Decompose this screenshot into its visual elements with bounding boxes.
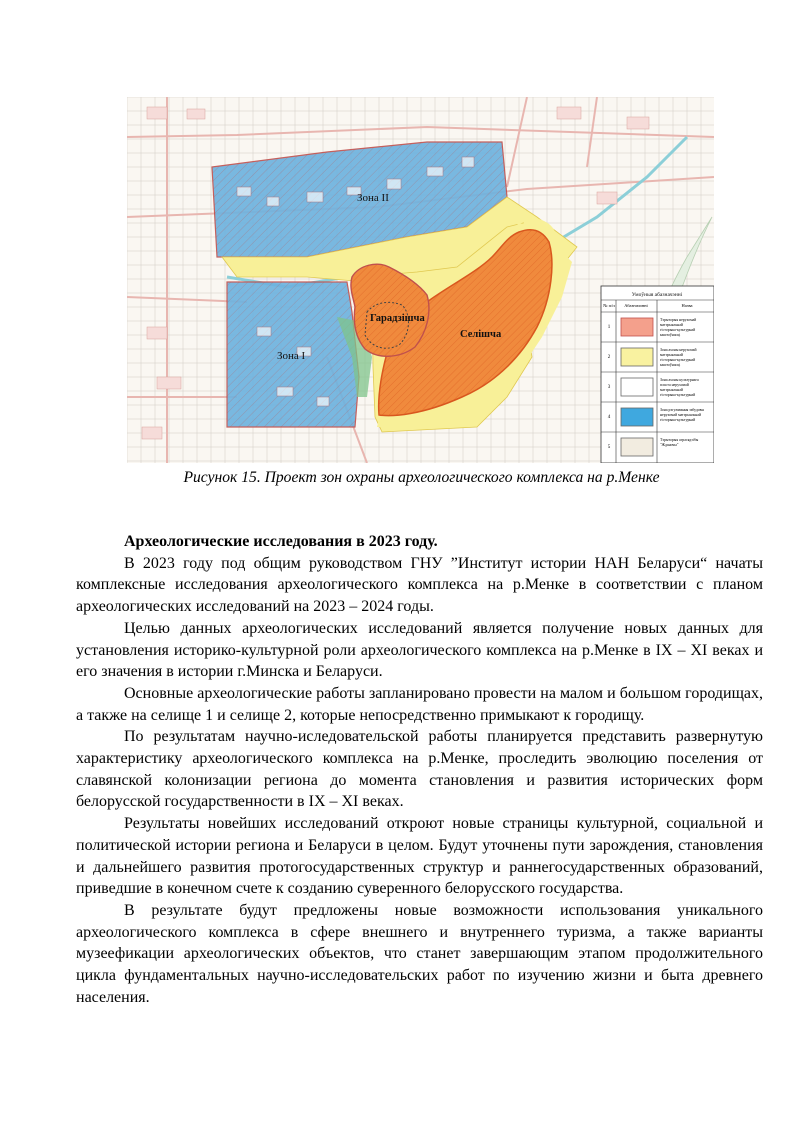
legend-col-symbol: Абазначэнні [624, 303, 648, 308]
legend-row-label: Тэрыторыя аграсядзібы "Жданочы" [660, 438, 699, 447]
legend-col-name: Назва [681, 303, 693, 308]
article-body [76, 531, 763, 1008]
figure-caption: Рисунок 15. Проект зон охраны археологического комплекса на р.Менке [183, 469, 660, 486]
legend-swatch [621, 348, 653, 366]
paragraph-5: Результаты новейших исследований откроют новые страницы культурной, социальной и политической истории региона и Беларуси в целом. Будут уточнены пути зарождения, становления и дальнейшего развития протогосударственных структур и раннегосударственных образований, приведшие в конечном счете к созданию суверенного белорусского государства. [76, 815, 763, 898]
legend-title: Умоўныя абазначэнні [631, 292, 683, 298]
zone-map-figure [127, 97, 714, 463]
hillfort-label: Гарадзішча [370, 313, 425, 324]
zone-map [127, 97, 714, 463]
settlement-label: Селішча [460, 329, 502, 340]
legend-swatch [621, 378, 653, 396]
legend-row-number: 5 [607, 445, 611, 450]
paragraph-3: Основные археологические работы запланировано провести на малом и большом городищах, а также на селище 1 и селище 2, которые непосредственно примыкают к городищу. [76, 684, 763, 724]
section-heading: Археологические исследования в 2023 году. [124, 533, 438, 550]
paragraph-6: В результате будут предложены новые возможности использования уникального археологического комплекса в сфере внешнего и внутреннего туризма, а также варианты музеефикации археологических объектов, что станет завершающим этапом продолжительного цикла фундаментальных научно-исследовательских работ по изучению жизни и быта древнего населения. [76, 901, 763, 1006]
map-legend [601, 286, 714, 463]
zone-1-label: Зона I [277, 350, 306, 362]
legend-row-label: Зона ахоны культурнага пласта нерухомай матэрыяльнай гісторыка-культурнай [660, 378, 699, 397]
legend-row-number: 1 [607, 325, 611, 330]
paragraph-1: В 2023 году под общим руководством ГНУ ”Институт истории НАН Беларуси“ начаты комплексные исследования археологического комплекса на р.Менке в соответствии с планом археологических исследований на 2023 – 2024 годы. [76, 554, 763, 616]
legend-row-label: Тэрыторыя нерухомай матэрыяльнай гісторыка-культурнай каштоўнасці [660, 318, 697, 337]
paragraph-4: По результатам научно-иследовательской работы планируется представить развернутую характеристику археологического комплекса на р.Менке, проследить эволюцию поселения от славянской колонизации региона до момента становления и развития исторических форм белорусской государственности в IX – XI веках. [76, 728, 763, 811]
legend-swatch [621, 408, 653, 426]
paragraph-2: Целью данных археологических исследований является получение новых данных для установления историко-культурной роли археологического комплекса на р.Менке в IX – XI веках и его значения в истории г.Минска и Беларуси. [76, 619, 763, 681]
legend-row-label: Зона рэгулявання забудовы нерухомай матэрыяльнай гісторыка-культурнай [660, 408, 705, 422]
legend-swatch [621, 318, 653, 336]
legend-swatch [621, 438, 653, 456]
zone-2-label: Зона II [357, 192, 389, 204]
legend-row-label: Зона ахоны нерухомай матэрыяльнай гісторыка-культурнай каштоўнасці [660, 348, 697, 367]
legend-row-number: 4 [607, 415, 611, 420]
legend-col-num: № п/п [603, 303, 615, 308]
legend-row-number: 3 [607, 385, 611, 390]
legend-row-number: 2 [607, 355, 611, 360]
